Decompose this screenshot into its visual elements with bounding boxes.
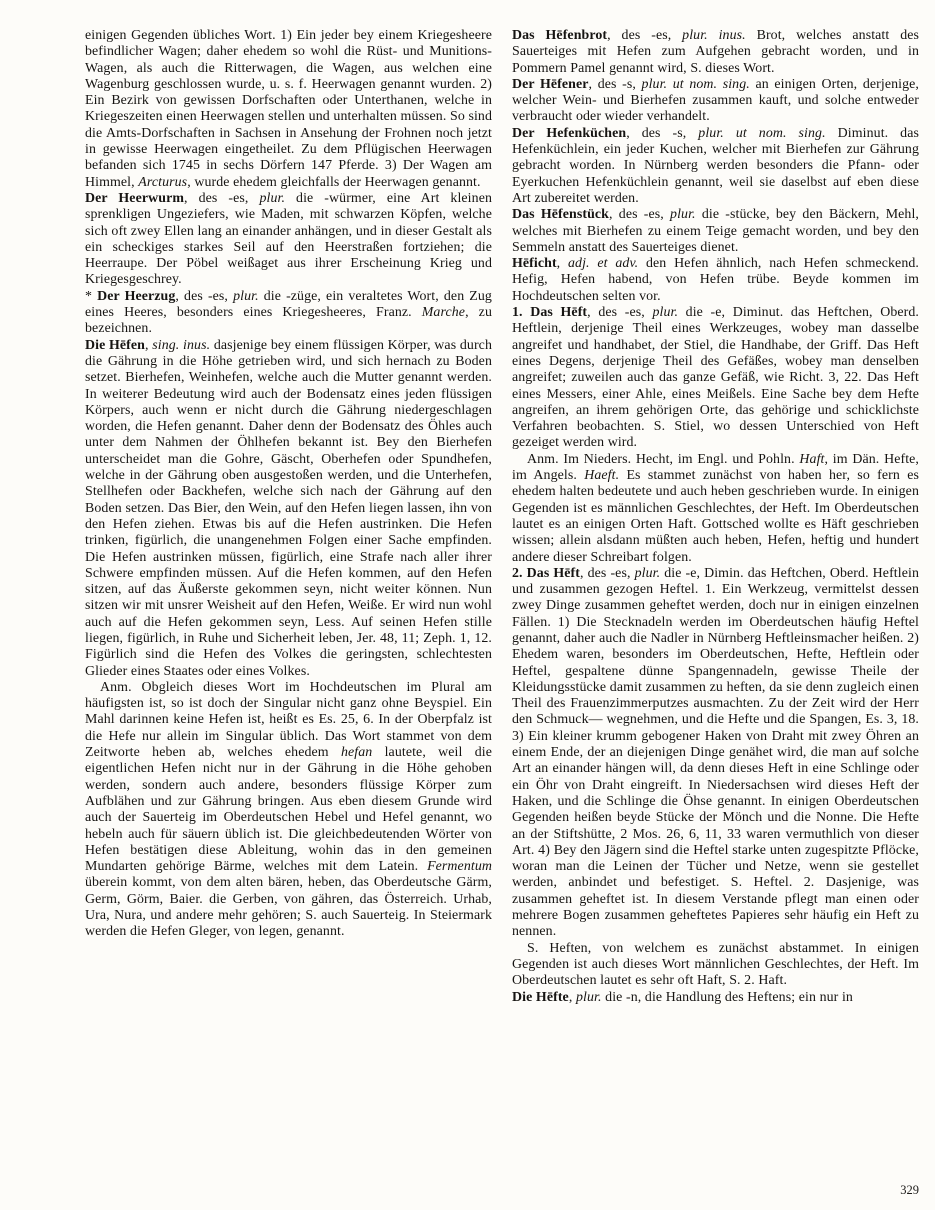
entry-heft-2-verweis <box>512 941 919 990</box>
text-segment: plur. <box>670 207 696 223</box>
text-segment: plur. <box>233 288 259 304</box>
page-footer <box>900 1183 919 1198</box>
left-column <box>85 28 492 1006</box>
entry-hefenbrot <box>512 28 919 77</box>
page-number: 329 <box>900 1183 919 1197</box>
text-segment: , des -es, <box>184 190 260 206</box>
text-segment: einigen Gegenden übliches Wort. 1) Ein jeder bey einem Kriegesheere befindlicher Wagen; daher ehedem so wohl die Rüst- und Munitions-Wagen, als auch die Ritterwagen, die Wagen, aus welchen eine Wagenburg geschlossen wurde, u. s. f. Heerwagen genannt wurden. 2) Ein Bezirk von gewissen Dorfschaften oder Unterthanen, welche in Kriegeszeiten einen Heerwagen stellen und unterhalten müssen. So sind die Amts-Dorfschaften in Sachsen in Ansehung der Frohnen noch jetzt in gewisse Heerwagen eingetheilet. Zu dem Pflügischen Heerwagen befanden sich 1745 in sechs Dörfern 147 Pferde. 3) Der Wagen am Himmel, <box>85 28 492 190</box>
text-segment: Arcturus <box>138 174 188 190</box>
text-segment: plur. <box>259 190 286 206</box>
text-segment: , des -es, <box>607 28 683 43</box>
text-segment: die -stücke, bey den Bäckern, Mehl, welches mit Bierhefen zu einem Teige gemacht worden, und bey den Semmeln anstatt des Sauerteiges dienet. <box>512 207 919 255</box>
headword: 2. Das Hēft <box>512 565 580 581</box>
text-segment: , des -es, <box>175 288 234 304</box>
entry-hefen <box>85 338 492 680</box>
entry-heft-1-anmerkung <box>512 452 919 566</box>
text-segment: Marche <box>421 305 466 321</box>
right-column <box>512 28 919 1006</box>
text-segment: S. Heften, von welchem es zunächst abstammet. In einigen Gegenden ist auch dieses Wort männlichen Geschlechtes, der Heft. Im Oberdeutschen lautet es sehr oft Haft, S. 2. Haft. <box>512 940 919 989</box>
text-segment: lautete, weil die eigentlichen Hefen nicht nur in der Gährung in die Höhe gehoben werden, sondern auch andere, besonders flüssige Körper zum Aufblähen und zur Gährung bringen. Aus eben diesem Grunde wird auch der Sauerteig im Oberdeutschen Hebel und Hefel genannt, wo hebeln auch für säuern üblich ist. Die gleichbedeutenden Wörter von Hefen bestätigen diese Ableitung, wohin das in den gemeinen Mundarten gehörige Bärme, welches mit dem Latein. <box>85 745 492 875</box>
text-segment: die -e, Diminut. das Heftchen, Oberd. Heftlein, derjenige Theil eines Werkzeuges, wobey man dasselbe angreifet und handhabet, der Stiel, die Handhabe, der Griff. Das Heft eines Degens, derjenige Theil des Gefäßes, wobey man denselben angreifet; zuweilen auch das ganze Gefäß, wie Richt. 3, 22. Das Heft eines Messers, einer Ahle, eines Meißels. Eine Sache bey dem Hefte angreifen, an ihrem gehörigen Orte, das gehörige und schicklichste Verfahren beobachten. S. Stiel, wo dessen Unterschied von Heft gezeiget werden wird. <box>512 305 919 451</box>
text-segment: die -e, Dimin. das Heftchen, Oberd. Heftlein und zusammen gezogen Heftel. 1. Ein Werkzeug, vermittelst dessen zwey Dinge zusammen geheftet werden, doch nur in einigen einzelnen Fällen. 1) Die Stecknadeln werden im Oberdeutschen häufig Heftel genannt, daher auch die Nadler in Nürnberg Heftleinsmacher heißen. 2) Ehedem waren, besonders im Oberdeutschen, Hefte, Heftlein oder Heftel, gespaltene dünne Spangennadeln, gewisse Theile der Kleidungsstücke damit zusammen zu heften, da sie denn zugleich einen Theil des Frauenzimmerputzes ausmachten. Zu der Zeit wird der Herr den Schmuck— wegnehmen, und die Hefte und die Spangen, Es. 3, 18. 3) Ein kleiner krumm gebogener Haken von Draht mit zwey Öhren an einem Ende, der an diejenigen Dinge genähet wird, die man auf solche Art an einander hängen will, da denn dieses Heft in eine Schlinge oder ein Öhr von Draht eingreift. In Niedersachsen wird dieses Heft der Haken, und die Schlinge die Öhse genannt. In einigen Oberdeutschen Gegenden heißen beyde Stücke der Mönch und die Nonne. Die Hefte an der Stiftshütte, 2 Mos. 26, 6, 11, 33 waren vermuthlich von dieser Art. 4) Bey den Jägern sind die Heftel starke unten zugespitzte Pflöcke, woran man die Leinen der Tücher und Netze, wenn sie gestellet werden, anbindet und befestiget. S. Heftel. 2. Dasjenige, was zusammen geheftet ist. In diesem Verstande pflegt man einen oder mehrere Bogen zusammen geheftetes Papieres sehr häufig ein Heft zu nennen. <box>512 565 919 940</box>
headword: Der Hefenküchen <box>512 125 627 141</box>
text-segment: plur. <box>575 989 602 1005</box>
entry-hefen-anmerkung <box>85 680 492 941</box>
text-segment: Fermentum <box>427 859 492 875</box>
entry-heerzug <box>85 289 492 338</box>
text-segment: , zu bezeichnen. <box>85 305 492 337</box>
entry-heerwurm <box>85 191 492 289</box>
text-segment: an einigen Orten, derjenige, welcher Wein- und Bierhefen zusammen kauft, und solche entweder verbraucht oder wieder verhandelt. <box>512 76 919 125</box>
text-segment: Diminut. das Hefenküchlein, ein jeder Kuchen, welcher mit Bierhefen zur Gährung gebracht worden. In Nürnberg werden besonders die Pfann- oder Eyerkuchen Hefenküchlein genannt, weil sie daselbst auf eben diese Art zubereitet werden. <box>512 125 920 206</box>
text-columns <box>85 28 920 1006</box>
text-segment: plur. ut nom. sing. <box>641 76 750 92</box>
text-segment: Haeft. <box>584 468 620 484</box>
text-segment: die -n, die Handlung des Heftens; ein nur in <box>601 989 853 1005</box>
entry-hefenkuechen <box>512 126 919 207</box>
text-segment: , <box>568 989 576 1005</box>
text-segment: , des -s, <box>626 125 699 141</box>
text-segment: hefan <box>340 745 373 761</box>
text-segment: , des -es, <box>580 565 635 581</box>
text-segment: plur. inus. <box>682 28 746 43</box>
text-segment: Es stammet zunächst von haben her, so fern es ehedem halten bedeutete und auch heben geschrieben wurde. In einigen Gegenden ist es männlichen Geschlechtes, der Heft. Im Oberdeutschen lautet es an einigen Orten Haft. Gottsched wollte es Häft geschrieben wissen; allein alsdann müßten auch heben, Hefen, heftig und hundert andere dieser Schreibart folgen. <box>512 468 919 565</box>
text-segment: plur. <box>652 305 679 321</box>
text-segment: , im Dän. Hefte, im Angels. <box>512 451 920 484</box>
text-segment: Haft <box>799 451 825 467</box>
text-segment: , wurde ehedem gleichfalls der Heerwagen genannt. <box>187 174 481 190</box>
entry-heft-2 <box>512 566 919 941</box>
text-segment: plur. <box>634 565 661 581</box>
text-segment: , <box>556 256 568 272</box>
text-segment: , <box>145 337 153 353</box>
text-segment: die -züge, ein veraltetes Wort, den Zug eines Heeres, besonders eines Kriegesheeres, Franz. <box>85 288 492 321</box>
text-segment: sing. inus. <box>152 337 211 353</box>
text-segment: , des -s, <box>588 76 642 92</box>
text-segment: Anm. Im Nieders. Hecht, im Engl. und Pohln. <box>527 451 800 467</box>
text-segment: plur. ut nom. sing. <box>698 125 826 141</box>
headword: Hēficht <box>512 256 557 272</box>
text-segment: die -würmer, eine Art kleinen sprenkligen Ungeziefers, wie Maden, mit schwarzen Köpfen, welche sich oft zwey Ellen lang an einander anhängen, und in dieser Gestalt als ein scheckiges starkes Seil auf den Heerstraßen fortziehen; die Heerraupe. Der Pöbel weißaget aus ihrer Erscheinung Krieg und Kriegesgeschrey. <box>85 190 492 288</box>
headword: Die Hēfte <box>512 989 569 1005</box>
text-segment: * <box>85 288 98 304</box>
text-segment: überein kommt, von dem alten bären, heben, das Oberdeutsche Gärm, Germ, Görm, Baier. die Gerben, von gähren, das Österreich. Urhab, Ura, Nura, und andere mehr gehören; S. auch Sauerteig. In Steiermark werden die Hefen Gleger, von legen, genannt. <box>85 875 492 940</box>
entry-heft-1 <box>512 305 919 452</box>
entry-heficht <box>512 256 919 305</box>
text-segment: Brot, welches anstatt des Sauerteiges mit Hefen zum Aufgehen gebracht worden, und in Pommern Pamel genannt wird, S. dieses Wort. <box>512 28 920 76</box>
headword: Das Hēfenstück <box>512 207 610 223</box>
text-segment: , des -es, <box>609 207 671 223</box>
headword: Der Hēfener <box>512 76 589 92</box>
entry-heerwagen-continuation <box>85 28 492 191</box>
headword: Der Heerzug <box>97 288 176 304</box>
headword: 1. Das Hēft <box>512 305 588 321</box>
headword: Das Hēfenbrot <box>512 28 608 43</box>
entry-hefener <box>512 77 919 126</box>
entry-hefenstueck <box>512 207 919 256</box>
headword: Die Hēfen <box>85 337 146 353</box>
text-segment: Anm. Obgleich dieses Wort im Hochdeutschen im Plural am häufigsten ist, so ist doch der Singular nicht ganz ohne Beyspiel. Ein Mahl darinnen keine Hefen ist, heißt es Es. 25, 6. In der Oberpfalz ist die Hefe nur allein im Singular üblich. Das Wort stammet von dem Zeitworte heben ab, welches ehedem <box>85 679 492 761</box>
headword: Der Heerwurm <box>85 190 184 206</box>
text-segment: adj. et adv. <box>568 256 639 272</box>
text-segment: dasjenige bey einem flüssigen Körper, was durch die Gährung in die Höhe getrieben wird, und sich hernach zu Boden setzet. Bierhefen, Weinhefen, welche auch die Mutter genannt werden. In weiterer Bedeutung wird auch der Bodensatz eines jeden flüssigen Körpers, auch wenn er nicht durch die Gährung niedergeschlagen worden, die Hefen genannt. Daher denn der Bodensatz des Öhles auch unter dem Nahmen der Öhlhefen bekannt ist. Bey den Bierhefen unterscheidet man die Gohre, Gäscht, Oberhefen oder Spundhefen, welche in der Gährung oben ausgestoßen werden, und die Unterhefen, Stellhefen oder Backhefen, welche sich nach der Gährung auf den Boden setzen. Das Bier, den Wein, auf den Hefen liegen lassen, ihn von den Hefen ziehen. Etwas bis auf die Hefen austrinken. Die Hefen trinken, figürlich, die unangenehmen Folgen einer Sache empfinden. Die Hefen austrinken müssen, figürlich, eine Strafe nach aller ihrer Schwere empfinden müssen. Auf die Hefen kommen, auf den Hefen sitzen, auf das Äußerste gekommen seyn, nicht weiter können. Nun sitzen wir mit unsrer Weisheit auf den Hefen, Weiße. Er wird nun wohl auch auf die Hefen gekommen seyn, Less. Auf seinen Hefen stille liegen, figürlich, in Ruhe und Sicherheit leben, Jer. 48, 11; Zeph. 1, 12. Figürlich sind die Hefen des Volkes die geringsten, schlechtesten Glieder eines Staates oder eines Volkes. <box>85 337 492 679</box>
text-segment: den Hefen ähnlich, nach Hefen schmeckend. Hefig, Hefen habend, von Hefen trübe. Beyde kommen im Hochdeutschen selten vor. <box>512 256 919 304</box>
entry-hefte <box>512 990 919 1006</box>
text-segment: , des -es, <box>587 305 653 321</box>
